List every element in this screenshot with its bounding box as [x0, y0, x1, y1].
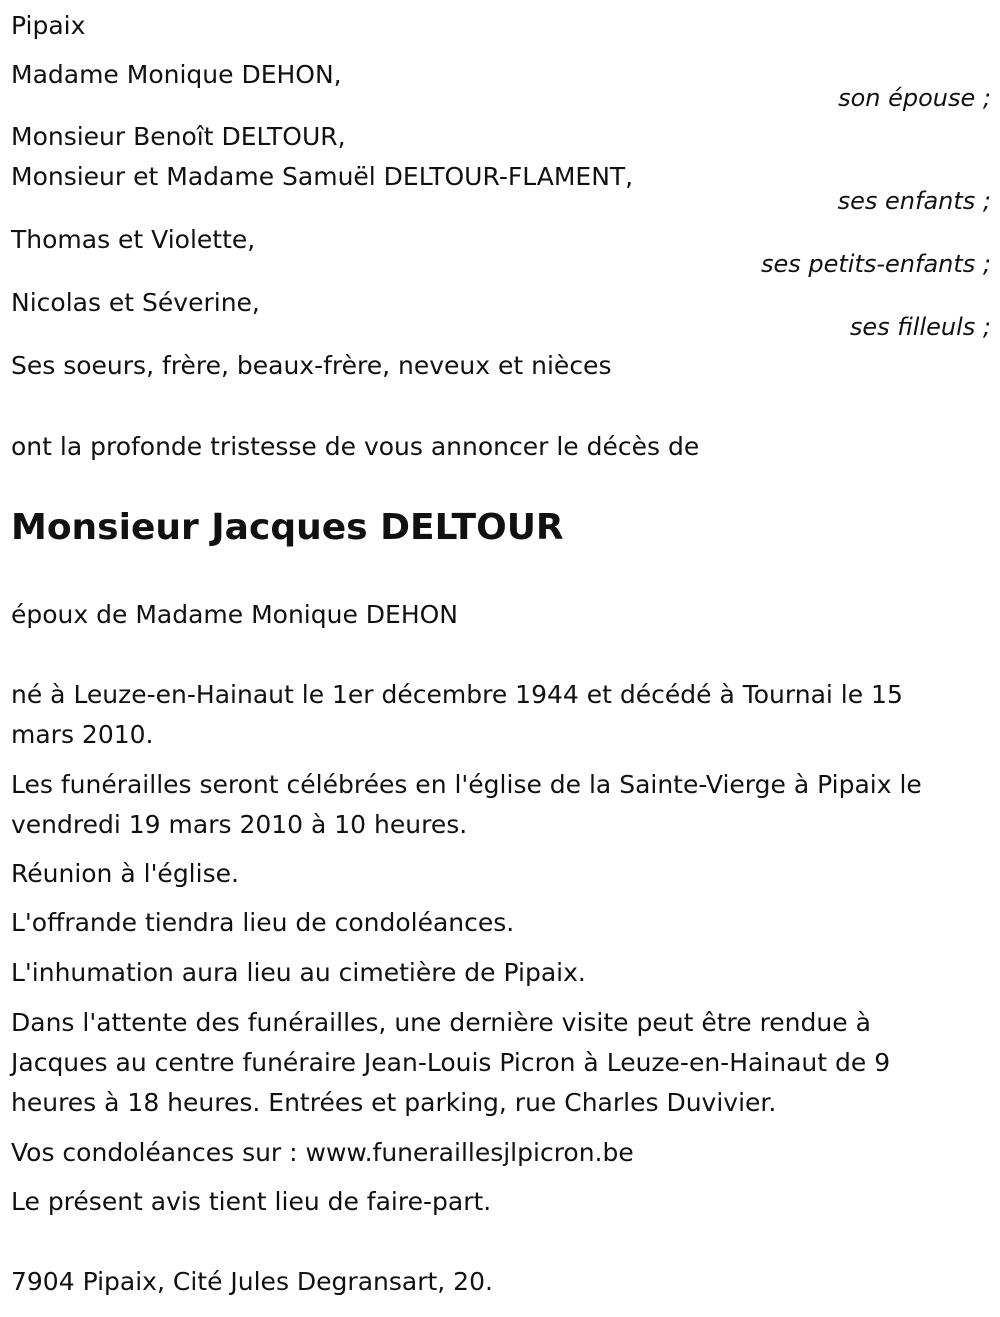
burial-line: L'inhumation aura lieu au cimetière de Pipaix. — [11, 958, 586, 987]
godchildren-role: ses filleuls ; — [849, 313, 991, 341]
child-name-1: Monsieur Benoît DELTOUR, — [11, 122, 346, 151]
deceased-relation: époux de Madame Monique DEHON — [11, 600, 459, 629]
grandchildren-role: ses petits-enfants ; — [760, 250, 991, 278]
announcement-text: ont la profonde tristesse de vous annoncer le décès de — [11, 432, 700, 461]
location-header: Pipaix — [11, 11, 86, 40]
deceased-name: Monsieur Jacques DELTOUR — [11, 507, 564, 548]
birth-death-line-1: né à Leuze-en-Hainaut le 1er décembre 1944 et décédé à Tournai le 15 — [11, 680, 903, 709]
offering-line: L'offrande tiendra lieu de condoléances. — [11, 908, 515, 937]
children-role: ses enfants ; — [837, 187, 991, 215]
address-line: 7904 Pipaix, Cité Jules Degransart, 20. — [11, 1267, 493, 1296]
notice-line: Le présent avis tient lieu de faire-part. — [11, 1187, 492, 1216]
condolences-line: Vos condoléances sur : www.funeraillesjlpicron.be — [11, 1138, 634, 1167]
meeting-line: Réunion à l'église. — [11, 859, 239, 888]
funeral-line-2: vendredi 19 mars 2010 à 10 heures. — [11, 810, 468, 839]
spouse-name: Madame Monique DEHON, — [11, 60, 342, 89]
relatives-line: Ses soeurs, frère, beaux-frère, neveux et nièces — [11, 351, 612, 380]
godchildren-names: Nicolas et Séverine, — [11, 288, 260, 317]
visit-line-1: Dans l'attente des funérailles, une dernière visite peut être rendue à — [11, 1008, 871, 1037]
visit-line-2: Jacques au centre funéraire Jean-Louis Picron à Leuze-en-Hainaut de 9 — [11, 1048, 891, 1077]
spouse-role: son épouse ; — [838, 84, 991, 112]
funeral-line-1: Les funérailles seront célébrées en l'église de la Sainte-Vierge à Pipaix le — [11, 770, 922, 799]
grandchildren-names: Thomas et Violette, — [11, 225, 256, 254]
visit-line-3: heures à 18 heures. Entrées et parking, rue Charles Duvivier. — [11, 1088, 777, 1117]
birth-death-line-2: mars 2010. — [11, 720, 154, 749]
child-name-2: Monsieur et Madame Samuël DELTOUR-FLAMENT, — [11, 162, 634, 191]
